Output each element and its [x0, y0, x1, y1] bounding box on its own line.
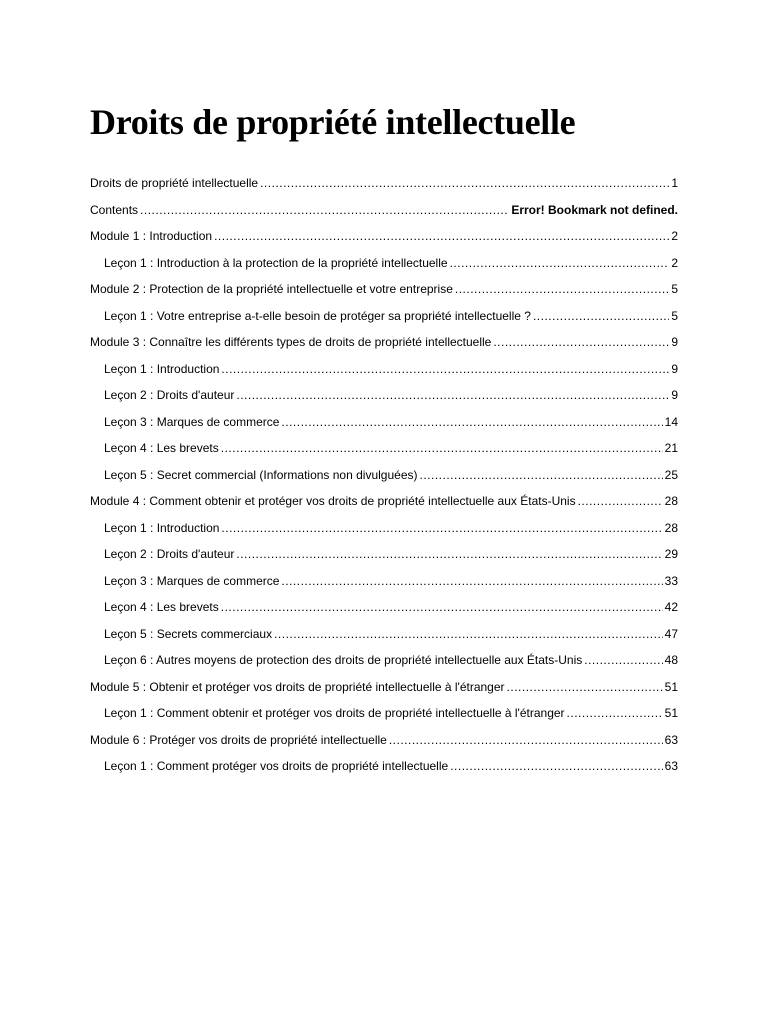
toc-entry-lesson[interactable]: [90, 250, 678, 277]
toc-dot-leader: [493, 329, 669, 356]
toc-page-number: 1: [671, 176, 678, 190]
toc-entry-lesson[interactable]: [90, 515, 678, 542]
toc-page-number: 48: [664, 653, 678, 667]
toc-entry-title: Module 3 : Connaître les différents types de droits de propriété intellectuelle: [90, 335, 492, 349]
toc-dot-leader: [578, 488, 663, 515]
toc-page-number: 51: [664, 706, 678, 720]
toc-page-number: 28: [664, 520, 678, 535]
toc-entry-title: Leçon 5 : Secrets commerciaux: [104, 626, 273, 641]
toc-entry-lesson[interactable]: [90, 594, 678, 621]
toc-dot-leader: [281, 568, 662, 595]
toc-entry-lesson[interactable]: [90, 462, 678, 489]
toc-dot-leader: [450, 250, 670, 277]
toc-dot-leader: [260, 170, 669, 197]
toc-page-number: 47: [664, 626, 678, 641]
toc-entry-lesson[interactable]: [90, 435, 678, 462]
toc-entry-lesson[interactable]: [90, 303, 678, 330]
toc-dot-leader: [221, 356, 669, 383]
toc-entry-lesson[interactable]: [90, 356, 678, 383]
toc-entry-title: Contents: [90, 202, 139, 217]
toc-entry-title: Leçon 1 : Introduction à la protection de la propriété intellectuelle: [104, 255, 448, 270]
toc-entry-lesson[interactable]: [90, 647, 678, 674]
toc-entry-module[interactable]: [90, 674, 678, 701]
toc-entry-lesson[interactable]: [90, 700, 678, 727]
toc-page-number: 5: [671, 308, 678, 323]
toc-page-number: Error! Bookmark not defined.: [511, 202, 678, 217]
toc-dot-leader: [533, 303, 669, 330]
toc-page-number: 9: [671, 388, 678, 402]
toc-entry-title: Leçon 1 : Comment protéger vos droits de propriété intellectuelle: [104, 759, 449, 773]
toc-entry-module[interactable]: [90, 329, 678, 356]
toc-dot-leader: [221, 594, 663, 621]
toc-entry-title: Module 4 : Comment obtenir et protéger vos droits de propriété intellectuelle aux États-Unis: [90, 494, 576, 508]
toc-page-number: 25: [664, 467, 678, 482]
toc-dot-leader: [455, 276, 669, 303]
toc-dot-leader: [281, 409, 662, 436]
toc-entry-title: Leçon 3 : Marques de commerce: [104, 414, 280, 429]
toc-entry-title: Leçon 1 : Votre entreprise a-t-elle besoin de protéger sa propriété intellectuelle ?: [104, 308, 531, 323]
toc-page-number: 21: [664, 441, 678, 455]
toc-entry-lesson[interactable]: [90, 568, 678, 595]
toc-entry-title: Leçon 1 : Comment obtenir et protéger vos droits de propriété intellectuelle à l'étranger: [104, 706, 565, 720]
toc-dot-leader: [140, 197, 509, 224]
toc-entry-module[interactable]: [90, 223, 678, 250]
toc-page-number: 5: [671, 282, 678, 296]
toc-page-number: 33: [664, 573, 678, 588]
toc-entry-module[interactable]: [90, 197, 678, 224]
toc-entry-module[interactable]: [90, 170, 678, 197]
toc-entry-module[interactable]: [90, 727, 678, 754]
toc-entry-lesson[interactable]: [90, 541, 678, 568]
toc-entry-title: Droits de propriété intellectuelle: [90, 176, 259, 190]
toc-entry-title: Module 6 : Protéger vos droits de propriété intellectuelle: [90, 732, 387, 747]
toc-entry-title: Module 2 : Protection de la propriété intellectuelle et votre entreprise: [90, 282, 453, 296]
toc-dot-leader: [389, 727, 663, 754]
toc-entry-title: Leçon 4 : Les brevets: [104, 600, 219, 614]
toc-page-number: 51: [664, 679, 678, 694]
toc-dot-leader: [584, 647, 662, 674]
toc-dot-leader: [236, 541, 662, 568]
toc-entry-lesson[interactable]: [90, 621, 678, 648]
toc-entry-module[interactable]: [90, 276, 678, 303]
toc-entry-title: Leçon 5 : Secret commercial (Informations non divulguées): [104, 467, 418, 482]
toc-page-number: 9: [671, 335, 678, 349]
toc-page-number: 2: [671, 255, 678, 270]
toc-page-number: 29: [664, 547, 678, 561]
toc-entry-title: Leçon 1 : Introduction: [104, 361, 220, 376]
toc-entry-module[interactable]: [90, 488, 678, 515]
toc-page-number: 14: [664, 414, 678, 429]
toc-dot-leader: [221, 435, 663, 462]
table-of-contents: [90, 170, 678, 780]
document-title: Droits de propriété intellectuelle: [90, 102, 576, 142]
toc-entry-lesson[interactable]: [90, 753, 678, 780]
toc-dot-leader: [419, 462, 662, 489]
toc-page-number: 28: [664, 494, 678, 508]
toc-page-number: 2: [671, 229, 678, 243]
toc-page-number: 63: [664, 732, 678, 747]
toc-dot-leader: [221, 515, 662, 542]
toc-page-number: 63: [664, 759, 678, 773]
toc-entry-title: Leçon 2 : Droits d'auteur: [104, 547, 235, 561]
toc-entry-lesson[interactable]: [90, 409, 678, 436]
toc-dot-leader: [214, 223, 669, 250]
toc-dot-leader: [507, 674, 663, 701]
toc-entry-title: Leçon 2 : Droits d'auteur: [104, 388, 235, 402]
toc-entry-title: Leçon 3 : Marques de commerce: [104, 573, 280, 588]
toc-page-number: 9: [671, 361, 678, 376]
toc-dot-leader: [274, 621, 663, 648]
toc-dot-leader: [236, 382, 669, 409]
toc-entry-title: Module 1 : Introduction: [90, 229, 213, 243]
toc-entry-title: Leçon 1 : Introduction: [104, 520, 220, 535]
toc-entry-title: Module 5 : Obtenir et protéger vos droits de propriété intellectuelle à l'étranger: [90, 679, 505, 694]
toc-entry-lesson[interactable]: [90, 382, 678, 409]
toc-dot-leader: [450, 753, 662, 780]
toc-entry-title: Leçon 4 : Les brevets: [104, 441, 219, 455]
toc-page-number: 42: [664, 600, 678, 614]
toc-entry-title: Leçon 6 : Autres moyens de protection des droits de propriété intellectuelle aux États-Unis: [104, 653, 583, 667]
toc-dot-leader: [567, 700, 663, 727]
